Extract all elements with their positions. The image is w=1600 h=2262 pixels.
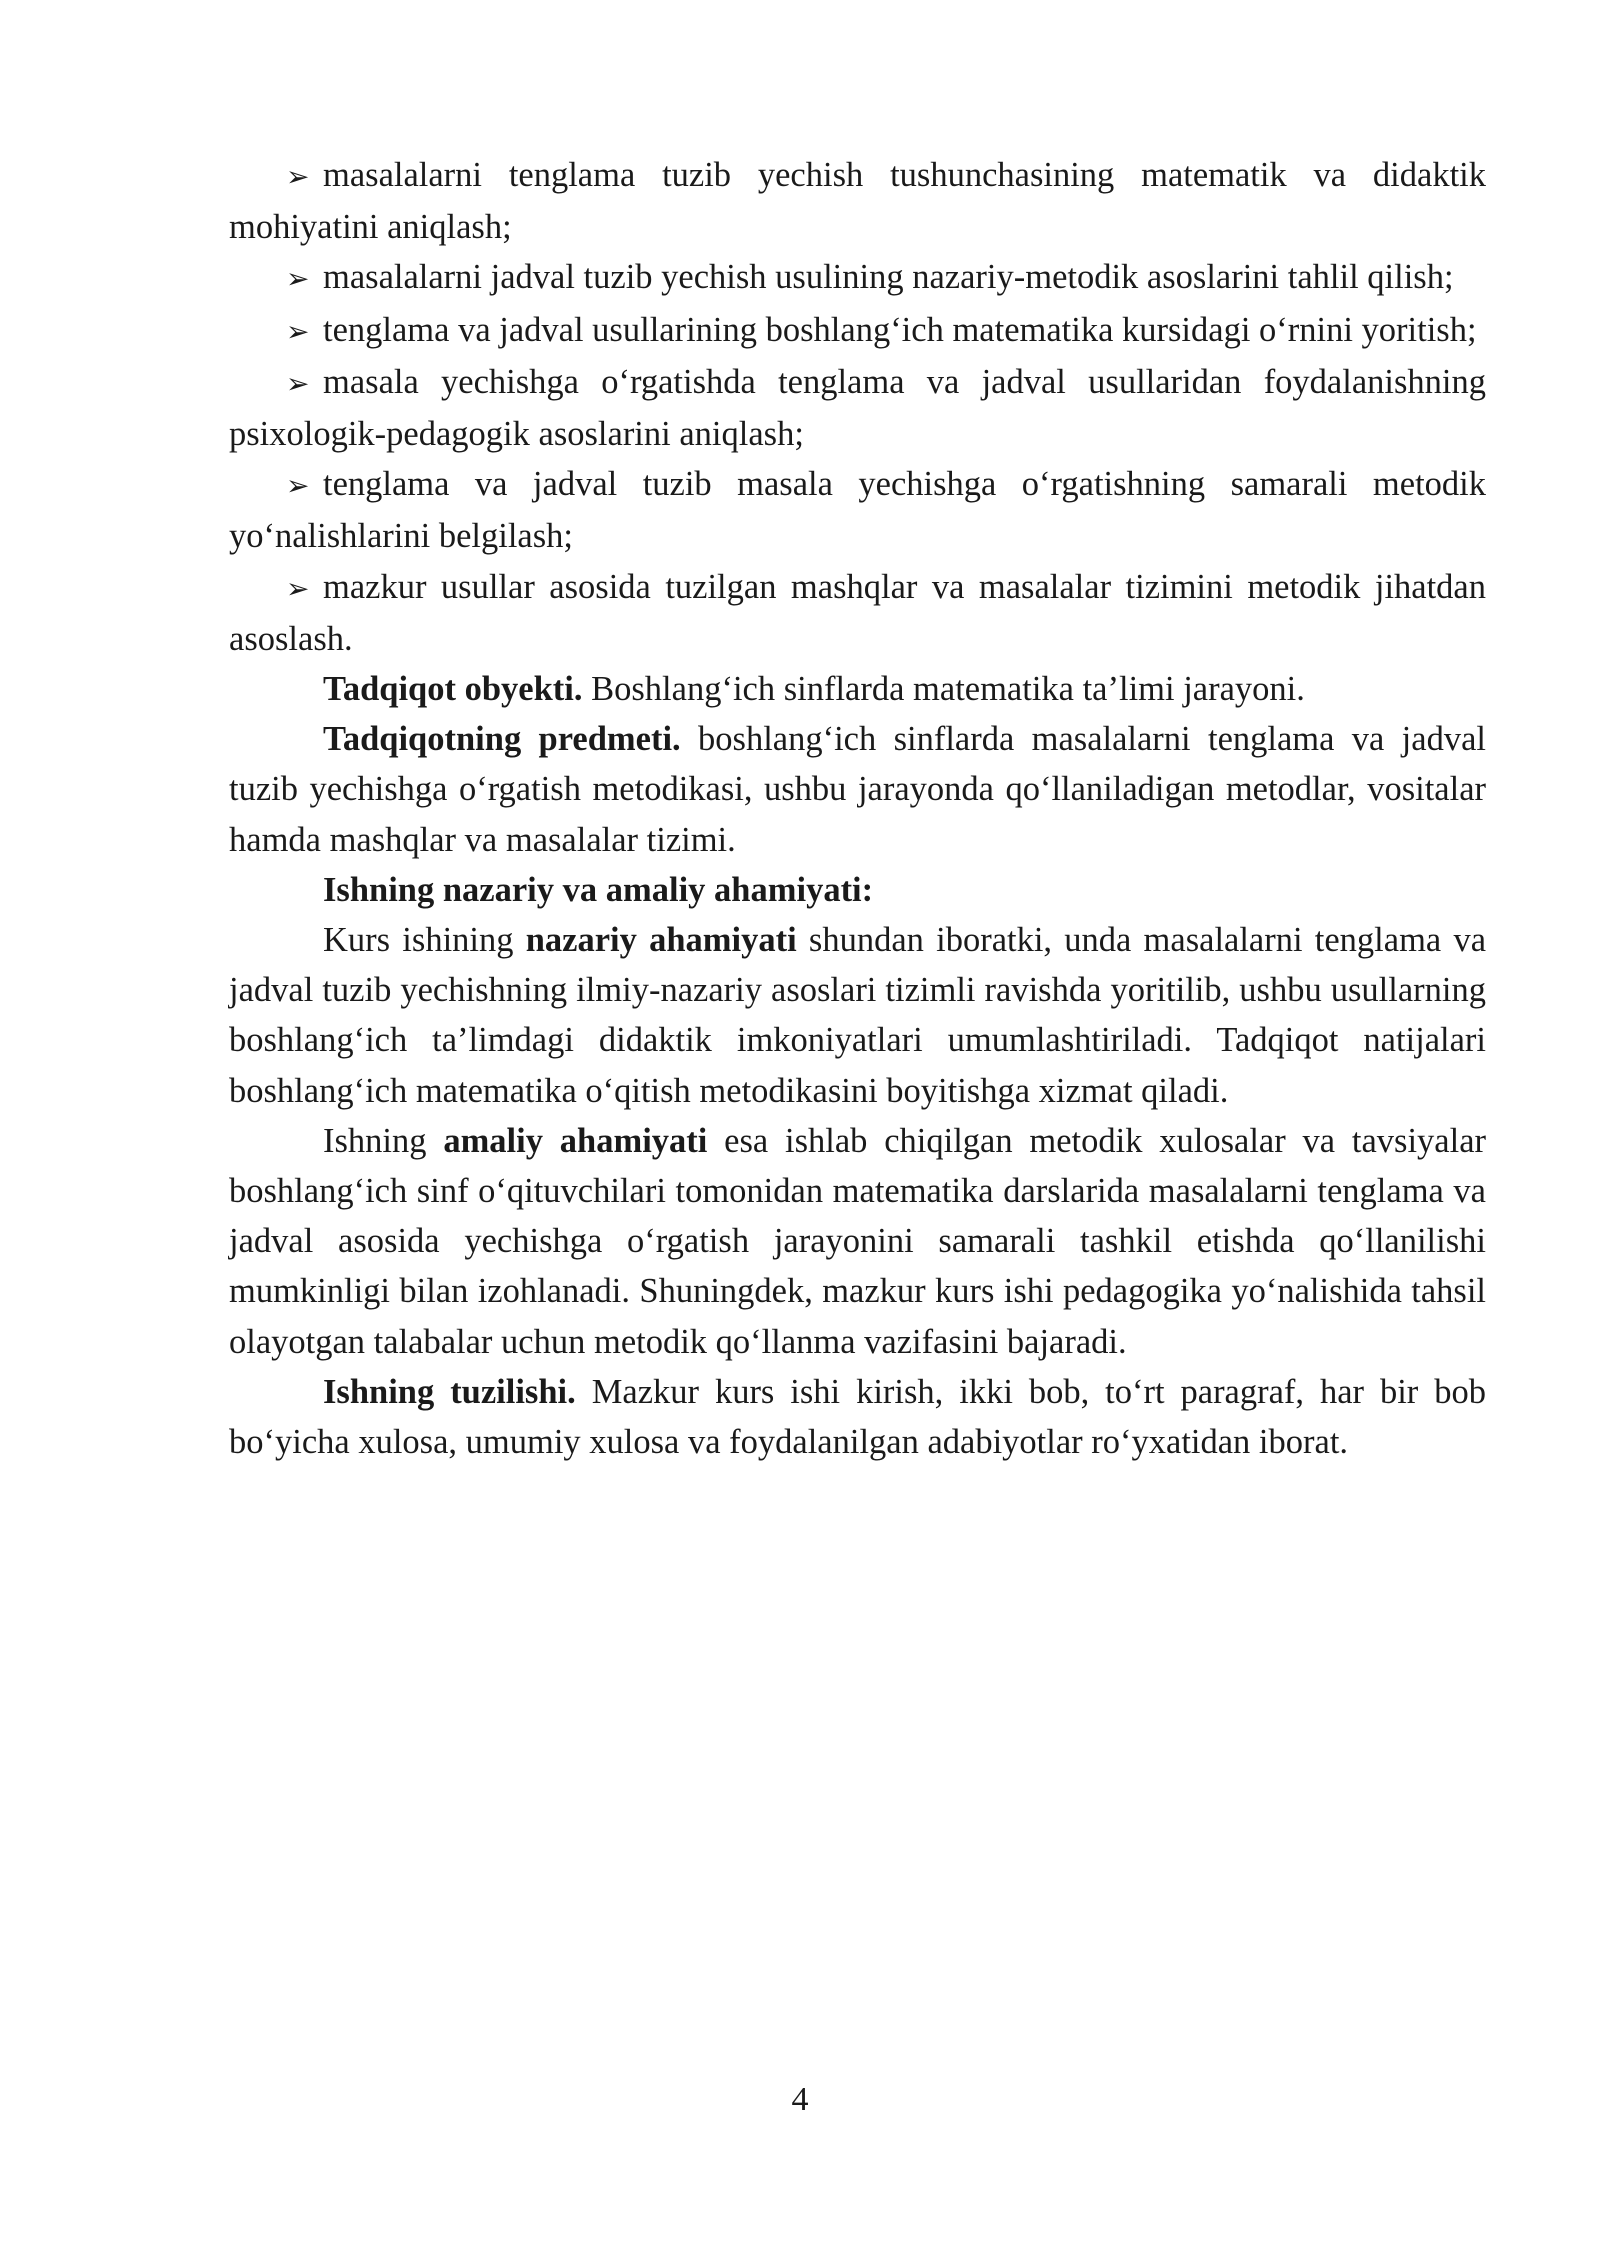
arrow-bullet-icon: ➢ xyxy=(286,366,310,400)
work-structure-text: Mazkur kurs ishi kirish, ikki bob, to‘rt paragraf, har bir bob bo‘yicha xulosa, umumiy xulosa va foydalanilgan adabiyotlar ro‘yxatidan iborat. xyxy=(229,1372,1486,1462)
practical-significance-paragraph xyxy=(229,1116,1486,1367)
research-subject-text: boshlang‘ich sinflarda masalalarni tenglama va jadval tuzib yechishga o‘rgatish metodikasi, ushbu jarayonda qo‘llaniladigan metodlar, vositalar hamda mashqlar va masalalar tizimi. xyxy=(229,720,1486,859)
theoretical-intro: Kurs ishining xyxy=(323,921,526,960)
objective-text: tenglama va jadval tuzib masala yechishga o‘rgatishning samarali metodik yo‘nalishlarini belgilash; xyxy=(229,465,1486,556)
practical-significance-term: amaliy ahamiyati xyxy=(443,1121,708,1160)
document-body xyxy=(229,150,1486,1467)
objective-text: tenglama va jadval usullarining boshlang‘ich matematika kursidagi o‘rnini yoritish; xyxy=(323,310,1477,349)
arrow-bullet-icon: ➢ xyxy=(286,469,310,503)
theoretical-significance-paragraph xyxy=(229,915,1486,1116)
practical-text: esa ishlab chiqilgan metodik xulosalar va tavsiyalar boshlang‘ich sinf o‘qituvchilari tomonidan matematika darslarida masalalarni tenglama va jadval asosida yechishga o‘rgatish jarayonini samarali tashkil etishda qo‘llanilishi mumkinligi bilan izohlanadi. Shuningdek, mazkur kurs ishi pedagogika yo‘nalishida tahsil olayotgan talabalar uchun metodik qo‘llanma vazifasini bajaradi. xyxy=(229,1121,1487,1361)
objective-item-3 xyxy=(229,305,1486,357)
objective-item-5 xyxy=(229,459,1486,561)
objective-item-4 xyxy=(229,357,1486,459)
arrow-bullet-icon: ➢ xyxy=(286,262,310,296)
objective-text: masala yechishga o‘rgatishda tenglama va jadval usullaridan foydalanishning psixologik-pedagogik asoslarini aniqlash; xyxy=(229,362,1486,454)
arrow-bullet-icon: ➢ xyxy=(286,571,310,605)
objective-item-2 xyxy=(229,252,1486,304)
objective-item-6 xyxy=(229,562,1486,664)
work-structure-paragraph xyxy=(229,1367,1486,1467)
objective-text: masalalarni jadval tuzib yechish usulining nazariy-metodik asoslarini tahlil qilish; xyxy=(323,258,1454,297)
significance-heading: Ishning nazariy va amaliy ahamiyati: xyxy=(323,870,874,909)
objective-item-1 xyxy=(229,150,1486,252)
research-object-label: Tadqiqot obyekti. xyxy=(323,670,583,709)
research-object-paragraph xyxy=(229,664,1486,714)
objective-text: mazkur usullar asosida tuzilgan mashqlar va masalalar tizimini metodik jihatdan asoslash. xyxy=(229,567,1486,658)
practical-intro: Ishning xyxy=(323,1121,444,1160)
arrow-bullet-icon: ➢ xyxy=(286,314,310,348)
research-subject-paragraph xyxy=(229,714,1486,865)
research-subject-label: Tadqiqotning predmeti. xyxy=(323,720,681,759)
arrow-bullet-icon: ➢ xyxy=(286,160,310,193)
research-object-text: Boshlang‘ich sinflarda matematika ta’limi jarayoni. xyxy=(582,670,1305,709)
objective-text: masalalarni tenglama tuzib yechish tushunchasining matematik va didaktik mohiyatini aniqlash; xyxy=(229,156,1486,247)
theoretical-text: shundan iboratki, unda masalalarni tenglama va jadval tuzib yechishning ilmiy-nazariy asoslari tizimli ravishda yoritilib, ushbu usullarning boshlang‘ich ta’limdagi didaktik imkoniyatlari umumlashtiriladi. Tadqiqot natijalari boshlang‘ich matematika o‘qitish metodikasini boyitishga xizmat qiladi. xyxy=(229,921,1487,1110)
page-number: 4 xyxy=(791,2081,809,2118)
work-structure-label: Ishning tuzilishi. xyxy=(323,1372,576,1411)
theoretical-significance-term: nazariy ahamiyati xyxy=(525,921,797,960)
